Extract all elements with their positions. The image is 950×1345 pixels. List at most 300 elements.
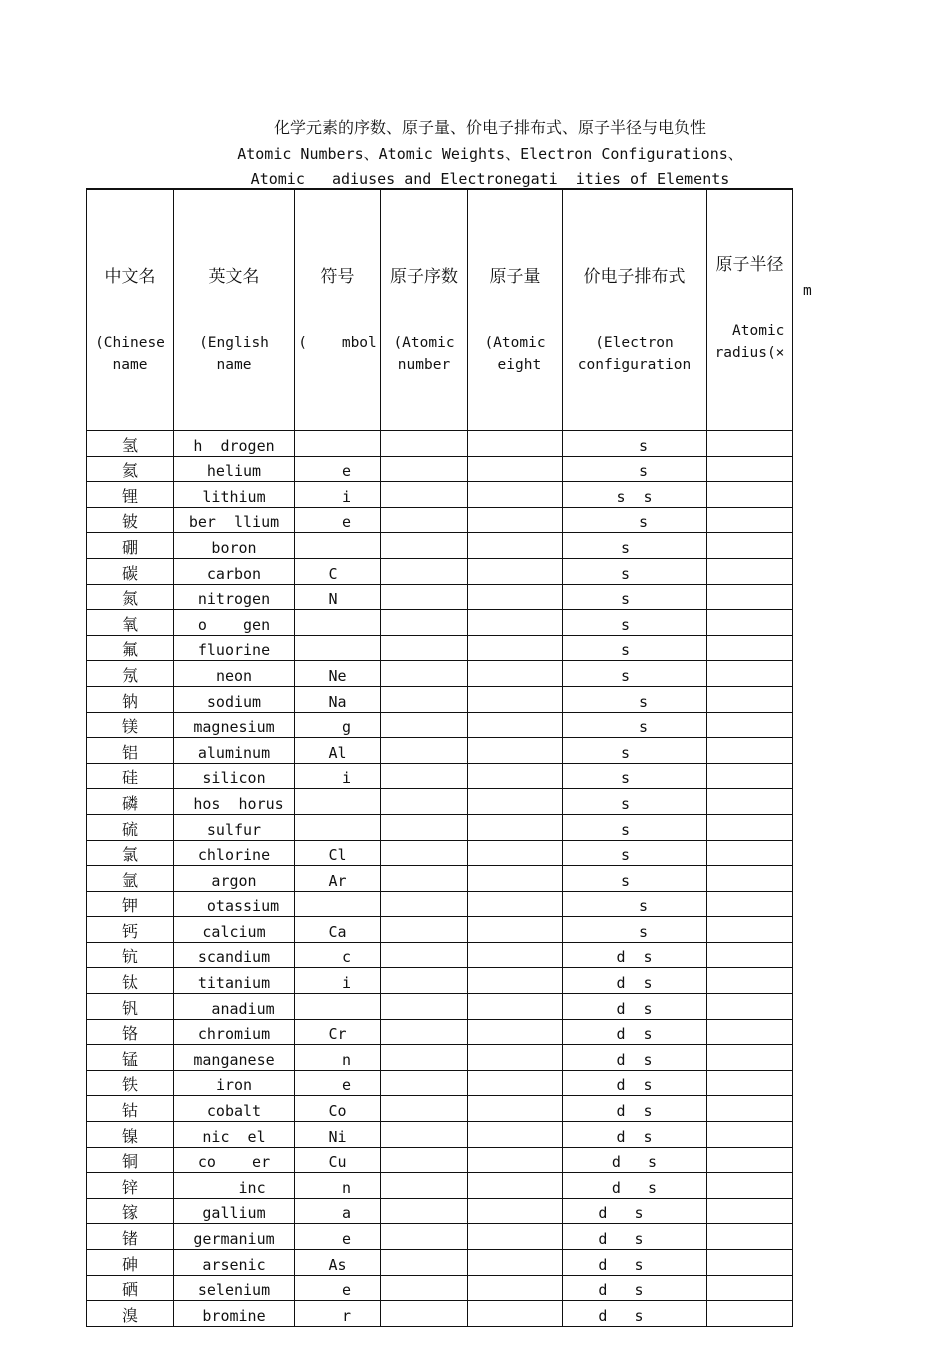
cell-symbol [295, 994, 381, 1020]
cell-atomic-weight [468, 814, 563, 840]
table-row [87, 738, 793, 764]
header-zh-label: 英文名 [208, 267, 260, 287]
cell-atomic-number [381, 866, 468, 892]
cell-electron-configuration: s [563, 686, 707, 712]
cell-chinese-name: 镓 [87, 1198, 174, 1224]
cell-symbol: Cu [295, 1147, 381, 1173]
cell-chinese-name: 铬 [87, 1019, 174, 1045]
cell-atomic-radius [707, 1147, 793, 1173]
header-zh-label: 符号 [320, 267, 355, 287]
cell-atomic-number [381, 1173, 468, 1199]
cell-symbol: r [295, 1301, 381, 1327]
cell-english-name: neon [174, 661, 295, 687]
cell-symbol: Al [295, 738, 381, 764]
cell-atomic-weight [468, 994, 563, 1020]
elements-table [86, 188, 812, 1327]
cell-electron-configuration: d s [563, 1122, 707, 1148]
table-row [87, 1122, 793, 1148]
table-row [87, 840, 793, 866]
cell-atomic-number [381, 533, 468, 559]
cell-atomic-number [381, 482, 468, 508]
cell-english-name: silicon [174, 763, 295, 789]
cell-electron-configuration: d s [563, 1275, 707, 1301]
cell-atomic-number [381, 789, 468, 815]
cell-atomic-radius [707, 891, 793, 917]
cell-chinese-name: 钠 [87, 686, 174, 712]
cell-electron-configuration: s [563, 558, 707, 584]
table-row [87, 1147, 793, 1173]
cell-atomic-weight [468, 942, 563, 968]
cell-atomic-radius [707, 968, 793, 994]
table-row [87, 1019, 793, 1045]
cell-electron-configuration: d s [563, 968, 707, 994]
cell-electron-configuration: s [563, 610, 707, 636]
cell-electron-configuration: d s [563, 1301, 707, 1327]
cell-atomic-weight [468, 1301, 563, 1327]
cell-english-name: bromine [174, 1301, 295, 1327]
table-row [87, 891, 793, 917]
cell-atomic-radius [707, 1122, 793, 1148]
cell-electron-configuration: s [563, 584, 707, 610]
cell-atomic-number [381, 661, 468, 687]
cell-electron-configuration: s [563, 431, 707, 457]
cell-atomic-weight [468, 1173, 563, 1199]
cell-symbol: e [295, 456, 381, 482]
cell-atomic-radius [707, 1250, 793, 1276]
cell-chinese-name: 氩 [87, 866, 174, 892]
table-row [87, 482, 793, 508]
cell-chinese-name: 镁 [87, 712, 174, 738]
cell-symbol [295, 431, 381, 457]
header-en-label: ( mbol [298, 335, 377, 351]
cell-symbol [295, 635, 381, 661]
cell-electron-configuration: d s [563, 1096, 707, 1122]
cell-chinese-name: 铜 [87, 1147, 174, 1173]
cell-atomic-weight [468, 584, 563, 610]
cell-atomic-radius [707, 635, 793, 661]
cell-english-name: germanium [174, 1224, 295, 1250]
table-row [87, 661, 793, 687]
cell-chinese-name: 磷 [87, 789, 174, 815]
cell-symbol: C [295, 558, 381, 584]
cell-atomic-weight [468, 456, 563, 482]
cell-electron-configuration: s [563, 712, 707, 738]
cell-atomic-number [381, 558, 468, 584]
cell-electron-configuration: d s [563, 1250, 707, 1276]
cell-english-name: helium [174, 456, 295, 482]
cell-symbol [295, 789, 381, 815]
cell-symbol: i [295, 968, 381, 994]
cell-electron-configuration: s [563, 635, 707, 661]
cell-atomic-number [381, 584, 468, 610]
table-row [87, 1301, 793, 1327]
table-row [87, 814, 793, 840]
cell-english-name: nitrogen [174, 584, 295, 610]
header-en-label: (English name [199, 335, 269, 373]
cell-symbol: e [295, 1224, 381, 1250]
cell-chinese-name: 铍 [87, 507, 174, 533]
cell-atomic-radius [707, 1224, 793, 1250]
cell-atomic-radius [707, 763, 793, 789]
cell-chinese-name: 硅 [87, 763, 174, 789]
cell-chinese-name: 硼 [87, 533, 174, 559]
cell-atomic-number [381, 686, 468, 712]
cell-english-name: nic el [174, 1122, 295, 1148]
cell-atomic-number [381, 1070, 468, 1096]
cell-chinese-name: 氖 [87, 661, 174, 687]
cell-electron-configuration: s [563, 507, 707, 533]
table-row [87, 558, 793, 584]
cell-atomic-number [381, 891, 468, 917]
cell-atomic-weight [468, 891, 563, 917]
header-symbol [295, 189, 381, 431]
table-row [87, 763, 793, 789]
cell-chinese-name: 锂 [87, 482, 174, 508]
cell-symbol [295, 891, 381, 917]
cell-symbol [295, 533, 381, 559]
cell-atomic-number [381, 1275, 468, 1301]
cell-electron-configuration: d s [563, 1224, 707, 1250]
cell-electron-configuration: s [563, 814, 707, 840]
cell-english-name: sodium [174, 686, 295, 712]
cell-atomic-radius [707, 1070, 793, 1096]
cell-english-name: titanium [174, 968, 295, 994]
cell-symbol: e [295, 1070, 381, 1096]
cell-atomic-number [381, 1045, 468, 1071]
cell-atomic-radius [707, 661, 793, 687]
cell-english-name: sulfur [174, 814, 295, 840]
cell-electron-configuration: d s [563, 1045, 707, 1071]
cell-atomic-number [381, 1019, 468, 1045]
cell-atomic-radius [707, 738, 793, 764]
cell-atomic-number [381, 814, 468, 840]
table-row [87, 533, 793, 559]
cell-english-name: aluminum [174, 738, 295, 764]
cell-english-name: scandium [174, 942, 295, 968]
cell-atomic-number [381, 456, 468, 482]
cell-atomic-number [381, 431, 468, 457]
cell-symbol: g [295, 712, 381, 738]
cell-symbol: Co [295, 1096, 381, 1122]
cell-atomic-radius [707, 1019, 793, 1045]
cell-atomic-number [381, 917, 468, 943]
cell-atomic-radius [707, 1275, 793, 1301]
table-row [87, 866, 793, 892]
cell-symbol: c [295, 942, 381, 968]
cell-atomic-weight [468, 1147, 563, 1173]
cell-atomic-weight [468, 1122, 563, 1148]
cell-symbol: N [295, 584, 381, 610]
cell-atomic-weight [468, 1045, 563, 1071]
table-row [87, 1070, 793, 1096]
cell-english-name: iron [174, 1070, 295, 1096]
cell-atomic-number [381, 1224, 468, 1250]
cell-english-name: gallium [174, 1198, 295, 1224]
cell-atomic-radius [707, 1301, 793, 1327]
cell-atomic-number [381, 1122, 468, 1148]
cell-english-name: inc [174, 1173, 295, 1199]
header-zh-label: 中文名 [104, 267, 156, 287]
cell-symbol: Ni [295, 1122, 381, 1148]
cell-atomic-weight [468, 1019, 563, 1045]
cell-english-name: fluorine [174, 635, 295, 661]
table-row [87, 1250, 793, 1276]
cell-atomic-radius [707, 584, 793, 610]
cell-atomic-number [381, 1250, 468, 1276]
cell-electron-configuration: s [563, 840, 707, 866]
cell-chinese-name: 锗 [87, 1224, 174, 1250]
cell-electron-configuration: s [563, 738, 707, 764]
table-row [87, 456, 793, 482]
cell-electron-configuration: s [563, 866, 707, 892]
cell-electron-configuration: s [563, 917, 707, 943]
cell-atomic-radius [707, 1045, 793, 1071]
cell-chinese-name: 钒 [87, 994, 174, 1020]
cell-atomic-weight [468, 431, 563, 457]
cell-atomic-radius [707, 533, 793, 559]
cell-symbol: Na [295, 686, 381, 712]
cell-atomic-weight [468, 533, 563, 559]
table-row [87, 431, 793, 457]
cell-atomic-radius [707, 507, 793, 533]
table-row [87, 610, 793, 636]
cell-atomic-radius [707, 686, 793, 712]
cell-atomic-weight [468, 789, 563, 815]
cell-atomic-weight [468, 712, 563, 738]
cell-atomic-number [381, 1198, 468, 1224]
title-english-line-2: Atomic adiuses and Electronegati ities of Elements [250, 170, 730, 188]
cell-english-name: carbon [174, 558, 295, 584]
cell-symbol: As [295, 1250, 381, 1276]
table-row [87, 1275, 793, 1301]
header-electron-configuration [563, 189, 707, 431]
table-row [87, 917, 793, 943]
table-body [87, 431, 793, 1327]
cell-english-name: cobalt [174, 1096, 295, 1122]
cell-atomic-weight [468, 866, 563, 892]
cell-symbol [295, 610, 381, 636]
cell-atomic-weight [468, 482, 563, 508]
cell-atomic-radius [707, 610, 793, 636]
cell-english-name: hos horus [174, 789, 295, 815]
cell-atomic-weight [468, 686, 563, 712]
cell-english-name: ber llium [174, 507, 295, 533]
cell-atomic-weight [468, 1198, 563, 1224]
cell-atomic-number [381, 840, 468, 866]
cell-symbol: e [295, 507, 381, 533]
header-en-label: (Atomic number [393, 335, 455, 373]
cell-electron-configuration: s [563, 533, 707, 559]
cell-atomic-number [381, 712, 468, 738]
cell-chinese-name: 砷 [87, 1250, 174, 1276]
cell-atomic-weight [468, 738, 563, 764]
cell-english-name: manganese [174, 1045, 295, 1071]
cell-atomic-weight [468, 968, 563, 994]
cell-chinese-name: 钛 [87, 968, 174, 994]
cell-english-name: calcium [174, 917, 295, 943]
cell-electron-configuration: d s [563, 1198, 707, 1224]
cell-atomic-number [381, 994, 468, 1020]
cell-symbol: a [295, 1198, 381, 1224]
cell-atomic-radius [707, 558, 793, 584]
table-row [87, 968, 793, 994]
cell-symbol: i [295, 482, 381, 508]
cell-chinese-name: 氮 [87, 584, 174, 610]
header-zh-label: 原子半径 [715, 255, 784, 275]
cell-english-name: arsenic [174, 1250, 295, 1276]
cell-electron-configuration: s [563, 763, 707, 789]
cell-symbol: Ar [295, 866, 381, 892]
cell-chinese-name: 碳 [87, 558, 174, 584]
header-atomic-radius [707, 189, 812, 431]
cell-atomic-number [381, 968, 468, 994]
table-row [87, 789, 793, 815]
cell-english-name: magnesium [174, 712, 295, 738]
cell-english-name: h drogen [174, 431, 295, 457]
cell-symbol: Cl [295, 840, 381, 866]
table-row [87, 635, 793, 661]
cell-electron-configuration: d s [563, 942, 707, 968]
table-row [87, 507, 793, 533]
cell-atomic-number [381, 1096, 468, 1122]
cell-symbol [295, 814, 381, 840]
cell-english-name: chromium [174, 1019, 295, 1045]
cell-atomic-radius [707, 712, 793, 738]
cell-atomic-radius [707, 431, 793, 457]
cell-symbol: Cr [295, 1019, 381, 1045]
cell-chinese-name: 钙 [87, 917, 174, 943]
table-row [87, 1045, 793, 1071]
cell-chinese-name: 氢 [87, 431, 174, 457]
cell-chinese-name: 铝 [87, 738, 174, 764]
cell-atomic-radius [707, 789, 793, 815]
header-atomic-weight [468, 189, 563, 431]
cell-symbol: Ne [295, 661, 381, 687]
cell-atomic-radius [707, 917, 793, 943]
title-chinese: 化学元素的序数、原子量、价电子排布式、原子半径与电负性 [273, 118, 706, 137]
cell-electron-configuration: s [563, 661, 707, 687]
cell-atomic-radius [707, 1198, 793, 1224]
cell-english-name: selenium [174, 1275, 295, 1301]
cell-chinese-name: 硫 [87, 814, 174, 840]
cell-atomic-weight [468, 635, 563, 661]
table-row [87, 1096, 793, 1122]
cell-atomic-radius [707, 456, 793, 482]
cell-chinese-name: 氧 [87, 610, 174, 636]
cell-atomic-number [381, 942, 468, 968]
table-row [87, 942, 793, 968]
header-atomic-number [381, 189, 468, 431]
cell-atomic-radius [707, 840, 793, 866]
cell-chinese-name: 铁 [87, 1070, 174, 1096]
cell-chinese-name: 氦 [87, 456, 174, 482]
header-en-label: (Atomic eight [484, 335, 546, 373]
cell-atomic-radius [707, 482, 793, 508]
cell-atomic-weight [468, 840, 563, 866]
cell-atomic-radius [707, 942, 793, 968]
cell-chinese-name: 氟 [87, 635, 174, 661]
table-row [87, 686, 793, 712]
cell-electron-configuration: s [563, 789, 707, 815]
table-row [87, 994, 793, 1020]
cell-chinese-name: 钴 [87, 1096, 174, 1122]
cell-chinese-name: 钾 [87, 891, 174, 917]
cell-atomic-weight [468, 1070, 563, 1096]
cell-symbol: i [295, 763, 381, 789]
cell-electron-configuration: s s [563, 482, 707, 508]
header-en-label: (Chinese name [95, 335, 165, 373]
cell-electron-configuration: d s [563, 1173, 707, 1199]
cell-english-name: lithium [174, 482, 295, 508]
cell-english-name: o gen [174, 610, 295, 636]
cell-atomic-weight [468, 763, 563, 789]
cell-electron-configuration: d s [563, 994, 707, 1020]
cell-atomic-weight [468, 1096, 563, 1122]
cell-atomic-number [381, 1301, 468, 1327]
cell-english-name: anadium [174, 994, 295, 1020]
cell-atomic-weight [468, 558, 563, 584]
table-row [87, 584, 793, 610]
cell-atomic-number [381, 738, 468, 764]
cell-electron-configuration: d s [563, 1019, 707, 1045]
table-header-row [87, 189, 793, 431]
cell-english-name: co er [174, 1147, 295, 1173]
cell-english-name: boron [174, 533, 295, 559]
cell-atomic-radius [707, 1096, 793, 1122]
cell-electron-configuration: d s [563, 1147, 707, 1173]
table-row [87, 1198, 793, 1224]
cell-chinese-name: 氯 [87, 840, 174, 866]
cell-atomic-number [381, 1147, 468, 1173]
cell-electron-configuration: s [563, 456, 707, 482]
cell-atomic-radius [707, 814, 793, 840]
cell-symbol: e [295, 1275, 381, 1301]
header-chinese-name [87, 189, 174, 431]
cell-atomic-radius [707, 994, 793, 1020]
cell-atomic-weight [468, 1224, 563, 1250]
header-en-label: Atomic radius(× [714, 323, 785, 361]
table-row [87, 712, 793, 738]
cell-english-name: chlorine [174, 840, 295, 866]
cell-atomic-radius [707, 1173, 793, 1199]
header-en-label: (Electron configuration [577, 335, 692, 373]
title-english-line-1: Atomic Numbers、Atomic Weights、Electron Configurations、 [237, 145, 743, 163]
header-radius-unit-tail: m [803, 283, 812, 299]
cell-atomic-weight [468, 1250, 563, 1276]
cell-english-name: otassium [174, 891, 295, 917]
cell-atomic-weight [468, 1275, 563, 1301]
cell-electron-configuration: s [563, 891, 707, 917]
cell-atomic-number [381, 507, 468, 533]
cell-english-name: argon [174, 866, 295, 892]
cell-symbol: Ca [295, 917, 381, 943]
cell-chinese-name: 锌 [87, 1173, 174, 1199]
cell-atomic-number [381, 763, 468, 789]
header-english-name [174, 189, 295, 431]
table-row [87, 1224, 793, 1250]
cell-atomic-radius [707, 866, 793, 892]
header-zh-label: 原子量 [489, 267, 541, 287]
cell-atomic-weight [468, 661, 563, 687]
table-row [87, 1173, 793, 1199]
header-zh-label: 原子序数 [390, 267, 458, 287]
cell-atomic-weight [468, 507, 563, 533]
cell-symbol: n [295, 1173, 381, 1199]
cell-chinese-name: 硒 [87, 1275, 174, 1301]
cell-atomic-number [381, 610, 468, 636]
cell-chinese-name: 溴 [87, 1301, 174, 1327]
cell-chinese-name: 锰 [87, 1045, 174, 1071]
